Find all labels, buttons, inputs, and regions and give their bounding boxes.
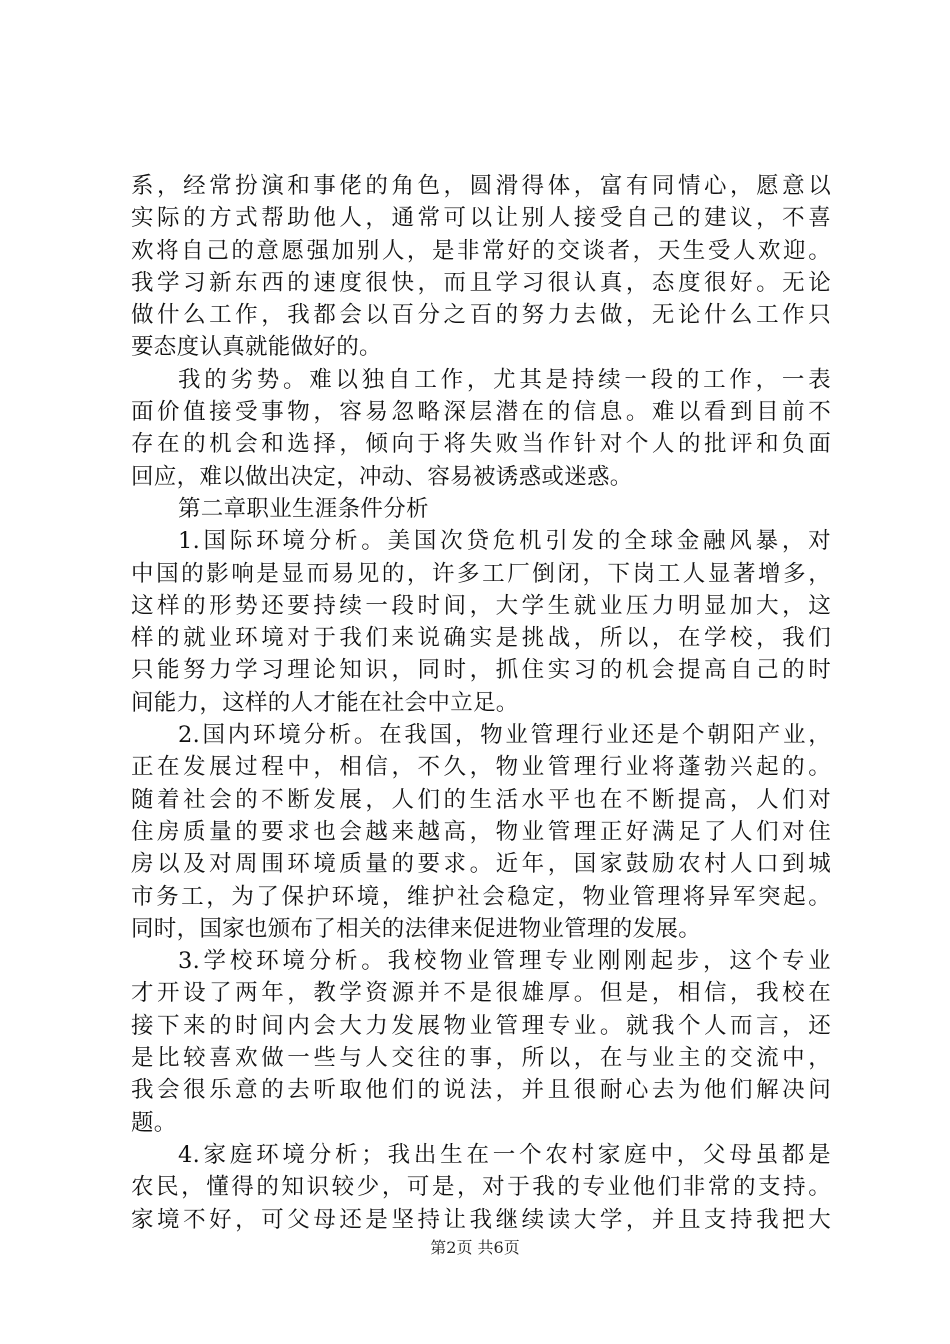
text-line: 回应，难以做出决定，冲动、容易被诱惑或迷惑。 [131, 463, 633, 490]
text-line: 家境不好，可父母还是坚持让我继续读大学，并且支持我把大 [131, 1206, 831, 1233]
text-line: 同时，国家也颁布了相关的法律来促进物业管理的发展。 [131, 915, 702, 942]
text-line: 房以及对周围环境质量的要求。近年，国家鼓励农村人口到城 [131, 851, 831, 878]
text-line: 中国的影响是显而易见的，许多工厂倒闭，下岗工人显著增多， [131, 560, 831, 587]
text-line: 农民，懂得的知识较少，可是，对于我的专业他们非常的支持。 [131, 1174, 831, 1201]
text-line: 存在的机会和选择，倾向于将失败当作针对个人的批评和负面 [131, 431, 831, 458]
text-line: 我会很乐意的去听取他们的说法，并且很耐心去为他们解决问 [131, 1077, 831, 1104]
text-line: 我的劣势。难以独自工作，尤其是持续一段的工作，一表 [178, 366, 831, 393]
text-line: 市务工，为了保护环境，维护社会稳定，物业管理将异军突起。 [131, 883, 831, 910]
text-line: 只能努力学习理论知识，同时，抓住实习的机会提高自己的时 [131, 657, 831, 684]
text-line: 1.国际环境分析。美国次贷危机引发的全球金融风暴，对 [178, 528, 831, 555]
text-line: 实际的方式帮助他人，通常可以让别人接受自己的建议，不喜 [131, 205, 831, 232]
text-line: 住房质量的要求也会越来越高，物业管理正好满足了人们对住 [131, 818, 831, 845]
text-line: 系，经常扮演和事佬的角色，圆滑得体，富有同情心，愿意以 [131, 173, 831, 199]
text-line: 欢将自己的意愿强加别人，是非常好的交谈者，天生受人欢迎。 [131, 237, 831, 264]
text-line: 题。 [131, 1109, 177, 1136]
text-line: 这样的形势还要持续一段时间，大学生就业压力明显加大，这 [131, 592, 831, 619]
text-line: 第二章职业生涯条件分析 [178, 495, 429, 522]
text-line: 面价值接受事物，容易忽略深层潜在的信息。难以看到目前不 [131, 399, 831, 426]
text-line: 4.家庭环境分析；我出生在一个农村家庭中，父母虽都是 [178, 1141, 831, 1168]
text-line: 间能力，这样的人才能在社会中立足。 [131, 689, 519, 716]
page-number-label: 第2页 共6页 [430, 1238, 520, 1257]
text-line: 要态度认真就能做好的。 [131, 334, 382, 361]
document-body [131, 170, 831, 1236]
text-line: 3.学校环境分析。我校物业管理专业刚刚起步，这个专业 [178, 948, 831, 975]
text-line: 我学习新东西的速度很快，而且学习很认真，态度很好。无论 [131, 269, 831, 296]
text-line: 随着社会的不断发展，人们的生活水平也在不断提高，人们对 [131, 786, 831, 813]
text-line: 2.国内环境分析。在我国，物业管理行业还是个朝阳产业， [178, 722, 831, 749]
page-footer [0, 1238, 950, 1258]
text-line: 是比较喜欢做一些与人交往的事，所以，在与业主的交流中， [131, 1045, 831, 1072]
text-line: 才开设了两年，教学资源并不是很雄厚。但是，相信，我校在 [131, 980, 831, 1007]
text-line: 接下来的时间内会大力发展物业管理专业。就我个人而言，还 [131, 1012, 831, 1039]
text-line: 正在发展过程中，相信，不久，物业管理行业将蓬勃兴起的。 [131, 754, 831, 781]
text-line: 样的就业环境对于我们来说确实是挑战，所以，在学校，我们 [131, 625, 831, 652]
text-line: 做什么工作，我都会以百分之百的努力去做，无论什么工作只 [131, 302, 831, 329]
